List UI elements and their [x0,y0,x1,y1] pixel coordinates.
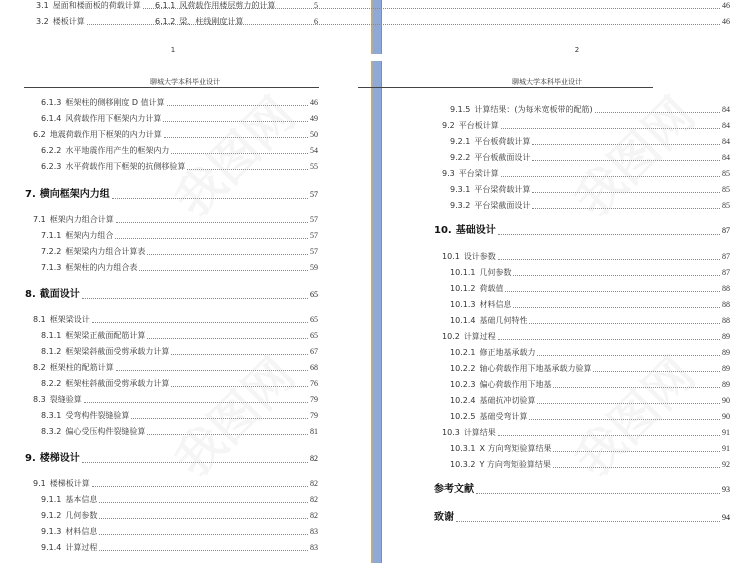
toc-entry-page: 87 [722,226,730,235]
toc-entry-page: 65 [310,315,318,324]
dot-leader [532,160,720,161]
toc-entry-page: 84 [722,153,730,162]
dot-leader [532,208,720,209]
toc-entry-number: 3.1 [36,1,49,10]
page-separator [371,0,382,563]
toc-entry-title: 风荷载作用下框架内力计算 [65,114,162,123]
toc-entry[interactable] [41,113,318,125]
toc-entry-title: 偏心荷载作用下地基 [479,380,552,389]
toc-entry-number: 10.1.1 [450,268,476,277]
toc-entry-page: 79 [310,395,318,404]
toc-entry-title: 基本信息 [65,495,98,504]
toc-entry[interactable] [450,283,730,295]
toc-entry-title: 框架梁内力组合计算表 [65,247,146,256]
toc-entry[interactable] [450,379,730,391]
dot-leader [147,338,308,339]
toc-entry[interactable] [41,262,318,274]
toc-entry-title: 计算结果 [463,428,496,437]
toc-entry[interactable] [41,542,318,554]
toc-entry-number: 8.3 [33,395,46,404]
dot-leader [505,291,720,292]
toc-entry-title: 计算结果：(为每米宽板带的配筋) [474,105,593,114]
toc-entry-title: 平台梁截面设计 [474,201,531,210]
toc-entry-number: 10.3.2 [450,460,476,469]
toc-entry-title: 几何参数 [65,511,98,520]
toc-entry-title: 基础受弯计算 [479,412,528,421]
toc-entry[interactable] [450,315,730,327]
dot-leader [513,307,720,308]
dot-leader [147,254,308,255]
toc-entry-number: 8.2 [33,363,46,372]
dot-leader [147,434,308,435]
toc-entry-number: 9.1.4 [41,543,62,552]
toc-entry-number: 7.1.3 [41,263,62,272]
toc-entry-page: 85 [722,169,730,178]
toc-entry-number: 10.1 [442,252,460,261]
toc-entry-number: 9.1.5 [450,105,471,114]
dot-leader [501,176,720,177]
toc-entry-title: 计算过程 [463,332,496,341]
toc-entry[interactable] [41,510,318,522]
dot-leader [245,24,720,25]
dot-leader [532,144,720,145]
toc-entry-title: 平台板荷载计算 [474,137,531,146]
toc-entry[interactable] [41,161,318,173]
running-header: 聊城大学本科毕业设计 [150,78,220,86]
toc-entry-page: 83 [310,527,318,536]
toc-entry[interactable] [41,145,318,157]
toc-entry-page: 83 [310,543,318,552]
toc-entry-page: 49 [310,114,318,123]
dot-leader [456,521,720,522]
dot-leader [99,534,308,535]
toc-entry[interactable] [450,395,730,407]
toc-entry-number: 6.1.2 [155,17,176,26]
toc-entry-number: 9.2.2 [450,153,471,162]
toc-entry-number: 6.2 [33,130,46,139]
toc-entry-number: 6.1.3 [41,98,62,107]
toc-entry-title: 楼梯板计算 [49,479,90,488]
toc-entry-page: 84 [722,105,730,114]
toc-entry[interactable] [33,314,318,326]
toc-entry-number: 7.1.1 [41,231,62,240]
dot-leader [277,8,720,9]
toc-entry[interactable] [442,168,730,180]
toc-entry-page: 54 [310,146,318,155]
toc-entry[interactable] [450,152,730,164]
toc-entry-number: 8.2.2 [41,379,62,388]
toc-entry-number: 9.3 [442,169,455,178]
page-number: 1 [170,46,176,54]
toc-entry-number: 10.2.4 [450,396,476,405]
toc-entry[interactable] [442,331,730,343]
toc-entry-number: 10.3.1 [450,444,476,453]
toc-entry-title: 几何参数 [479,268,512,277]
toc-entry-page: 85 [722,201,730,210]
toc-entry[interactable] [450,443,730,455]
toc-entry-number: 9.1 [33,479,46,488]
toc-entry-title: 屋面和楼面板的荷载计算 [52,1,141,10]
toc-chapter-entry[interactable] [434,224,730,238]
toc-entry[interactable] [442,427,730,439]
toc-entry-title: 致谢 [434,512,454,523]
dot-leader [171,354,308,355]
toc-entry-page: 50 [310,130,318,139]
toc-entry[interactable] [450,299,730,311]
toc-entry-title: 平台板计算 [458,121,499,130]
toc-entry[interactable] [33,394,318,406]
dot-leader [167,105,308,106]
toc-entry-page: 46 [722,17,730,26]
toc-entry-page: 88 [722,300,730,309]
toc-entry-page: 84 [722,121,730,130]
toc-entry-title: 楼板计算 [52,17,85,26]
toc-entry-number: 10.2.3 [450,380,476,389]
toc-entry-page: 5 [314,1,318,10]
toc-entry-page: 89 [722,364,730,373]
toc-entry-number: 9.2 [442,121,455,130]
toc-entry-number: 9.3.1 [450,185,471,194]
toc-entry-number: 9.3.2 [450,201,471,210]
dot-leader [513,275,720,276]
toc-entry[interactable] [450,459,730,471]
dot-leader [164,137,308,138]
dot-leader [498,435,720,436]
dot-leader [187,169,308,170]
toc-entry[interactable] [41,246,318,258]
toc-entry-title: 水平荷载作用下框架的抗侧移验算 [65,162,186,171]
toc-entry[interactable] [33,129,318,141]
dot-leader [82,462,308,463]
toc-entry-number: 10.1.3 [450,300,476,309]
toc-entry-number: 10.2.1 [450,348,476,357]
toc-entry-title: 荷载值 [479,284,504,293]
dot-leader [115,238,308,239]
toc-entry[interactable] [450,200,730,212]
dot-leader [99,502,308,503]
dot-leader [99,518,308,519]
toc-entry-number: 10.2.2 [450,364,476,373]
toc-entry-page: 87 [722,268,730,277]
toc-entry-title: 框架梁正截面配筋计算 [65,331,146,340]
toc-entry[interactable] [41,97,318,109]
toc-entry-title: X 方向弯矩验算结果 [479,444,552,453]
toc-entry-title: 轴心荷载作用下地基承载力验算 [479,364,592,373]
toc-entry-page: 91 [722,428,730,437]
toc-entry-page: 89 [722,332,730,341]
toc-chapter-entry[interactable] [434,511,730,525]
toc-entry[interactable] [33,362,318,374]
toc-entry-number: 10.2 [442,332,460,341]
toc-entry-title: 材料信息 [479,300,512,309]
toc-entry-page: 91 [722,444,730,453]
dot-leader [532,192,720,193]
toc-entry-number: 8.3.1 [41,411,62,420]
dot-leader [92,486,308,487]
toc-entry-title: 框架柱的侧移刚度 D 值计算 [65,98,165,107]
toc-entry-title: 设计参数 [463,252,496,261]
dot-leader [553,451,720,452]
toc-chapter-entry[interactable] [25,188,318,202]
dot-leader [476,493,720,494]
dot-leader [529,419,720,420]
dot-leader [116,370,308,371]
toc-entry-title: 框架内力组合 [65,231,114,240]
toc-entry[interactable] [41,494,318,506]
toc-entry-title: 材料信息 [65,527,98,536]
dot-leader [139,270,308,271]
toc-entry-title: Y 方向弯矩验算结果 [479,460,551,469]
toc-entry-page: 81 [310,427,318,436]
toc-entry-title: 框架柱的配筋计算 [49,363,114,372]
toc-entry[interactable] [41,230,318,242]
toc-entry-number: 8.3.2 [41,427,62,436]
toc-entry[interactable] [450,136,730,148]
toc-entry-title: 基础设计 [455,225,496,236]
dot-leader [553,467,720,468]
toc-entry[interactable] [450,184,730,196]
dot-leader [92,322,308,323]
separator-segment-bottom [371,61,382,563]
toc-entry-title: 基础几何特性 [479,316,528,325]
document-page-left [0,0,371,563]
toc-entry-title: 楼梯设计 [39,453,80,464]
toc-chapter-entry[interactable] [25,288,318,302]
toc-entry-page: 79 [310,411,318,420]
toc-entry-number: 8. [25,289,36,300]
toc-entry-page: 85 [722,185,730,194]
toc-entry-page: 93 [722,485,730,494]
toc-entry-title: 参考文献 [434,484,474,495]
toc-entry-page: 76 [310,379,318,388]
toc-entry-title: 基础抗冲切验算 [479,396,536,405]
toc-entry[interactable] [33,478,318,490]
toc-entry[interactable] [33,214,318,226]
toc-entry[interactable] [41,526,318,538]
toc-entry-title: 偏心受压构件裂缝验算 [65,427,146,436]
toc-entry-number: 8.1.2 [41,347,62,356]
toc-entry-number: 6.1.1 [155,1,176,10]
toc-entry-page: 87 [722,252,730,261]
toc-entry-number: 9. [25,453,36,464]
dot-leader [84,402,308,403]
toc-entry-page: 88 [722,316,730,325]
toc-entry[interactable] [41,378,318,390]
toc-entry[interactable] [41,426,318,438]
toc-entry-title: 框架梁斜截面受剪承载力计算 [65,347,170,356]
toc-entry-page: 57 [310,247,318,256]
dot-leader [529,323,720,324]
dot-leader [498,259,720,260]
toc-entry-page: 57 [310,190,318,199]
page-number: 2 [574,46,580,54]
toc-entry[interactable] [155,16,730,28]
toc-entry[interactable] [450,267,730,279]
toc-entry-title: 截面设计 [39,289,80,300]
dot-leader [553,387,720,388]
toc-entry[interactable] [41,410,318,422]
toc-entry-page: 90 [722,396,730,405]
toc-entry-number: 9.2.1 [450,137,471,146]
toc-entry-title: 平台梁荷载计算 [474,185,531,194]
dot-leader [595,112,720,113]
dot-leader [537,355,720,356]
toc-entry-number: 10. [434,225,452,236]
toc-entry-page: 94 [722,513,730,522]
toc-entry-title: 横向框架内力组 [39,189,110,200]
toc-entry-title: 水平地震作用产生的框架内力 [65,146,170,155]
dot-leader [171,153,308,154]
toc-entry-page: 67 [310,347,318,356]
toc-entry-number: 9.1.2 [41,511,62,520]
toc-entry-number: 8.1 [33,315,46,324]
header-rule [358,87,653,88]
dot-leader [498,339,720,340]
dot-leader [99,550,308,551]
toc-entry-page: 82 [310,495,318,504]
toc-entry-title: 框架柱的内力组合表 [65,263,138,272]
toc-entry[interactable] [41,346,318,358]
toc-entry-number: 6.1.4 [41,114,62,123]
toc-entry-number: 7.1 [33,215,46,224]
toc-entry-page: 6 [314,17,318,26]
toc-entry-page: 46 [722,1,730,10]
toc-entry-page: 89 [722,380,730,389]
dot-leader [131,418,308,419]
toc-entry-number: 6.2.2 [41,146,62,155]
toc-entry-page: 92 [722,460,730,469]
dot-leader [498,234,720,235]
dot-leader [163,121,308,122]
toc-entry-title: 地震荷载作用下框架的内力计算 [49,130,162,139]
toc-entry[interactable] [450,411,730,423]
dot-leader [171,386,308,387]
toc-entry-number: 10.1.4 [450,316,476,325]
toc-entry-number: 8.1.1 [41,331,62,340]
toc-entry-page: 57 [310,215,318,224]
toc-entry[interactable] [442,251,730,263]
toc-entry-number: 9.1.3 [41,527,62,536]
toc-entry-number: 10.1.2 [450,284,476,293]
toc-entry-title: 框架内力组合计算 [49,215,114,224]
toc-entry-page: 89 [722,348,730,357]
toc-entry[interactable] [450,347,730,359]
toc-entry-number: 7.2.2 [41,247,62,256]
dot-leader [112,198,308,199]
toc-entry-title: 受弯构件裂缝验算 [65,411,130,420]
header-rule [24,87,319,88]
toc-entry[interactable] [450,104,730,116]
toc-entry-page: 59 [310,263,318,272]
toc-chapter-entry[interactable] [434,483,730,497]
toc-entry[interactable] [442,120,730,132]
toc-entry[interactable] [155,0,730,12]
toc-entry-page: 65 [310,290,318,299]
toc-entry-title: 裂缝验算 [49,395,82,404]
toc-entry-title: 平台梁计算 [458,169,499,178]
toc-entry-number: 10.3 [442,428,460,437]
dot-leader [593,371,720,372]
toc-entry-title: 梁、柱线刚度计算 [179,17,244,26]
dot-leader [537,403,720,404]
toc-entry-title: 修正地基承载力 [479,348,536,357]
toc-entry-page: 82 [310,479,318,488]
toc-entry-page: 65 [310,331,318,340]
toc-entry-page: 82 [310,511,318,520]
toc-entry-page: 82 [310,454,318,463]
toc-chapter-entry[interactable] [25,452,318,466]
toc-entry-number: 9.1.1 [41,495,62,504]
toc-entry-title: 框架梁设计 [49,315,90,324]
toc-entry[interactable] [41,330,318,342]
toc-entry-title: 计算过程 [65,543,98,552]
toc-entry-page: 68 [310,363,318,372]
toc-entry-page: 88 [722,284,730,293]
toc-entry-page: 55 [310,162,318,171]
toc-entry-number: 10.2.5 [450,412,476,421]
toc-entry-page: 57 [310,231,318,240]
toc-entry-title: 框架柱斜截面受剪承载力计算 [65,379,170,388]
toc-entry-page: 84 [722,137,730,146]
toc-entry-page: 46 [310,98,318,107]
dot-leader [82,298,308,299]
toc-entry-title: 平台板截面设计 [474,153,531,162]
toc-entry-title: 风荷载作用楼层剪力的计算 [179,1,276,10]
toc-entry-number: 3.2 [36,17,49,26]
toc-entry-number: 7. [25,189,36,200]
toc-entry-page: 90 [722,412,730,421]
toc-entry[interactable] [450,363,730,375]
dot-leader [116,222,308,223]
toc-entry-number: 6.2.3 [41,162,62,171]
running-header: 聊城大学本科毕业设计 [512,78,582,86]
dot-leader [501,128,720,129]
